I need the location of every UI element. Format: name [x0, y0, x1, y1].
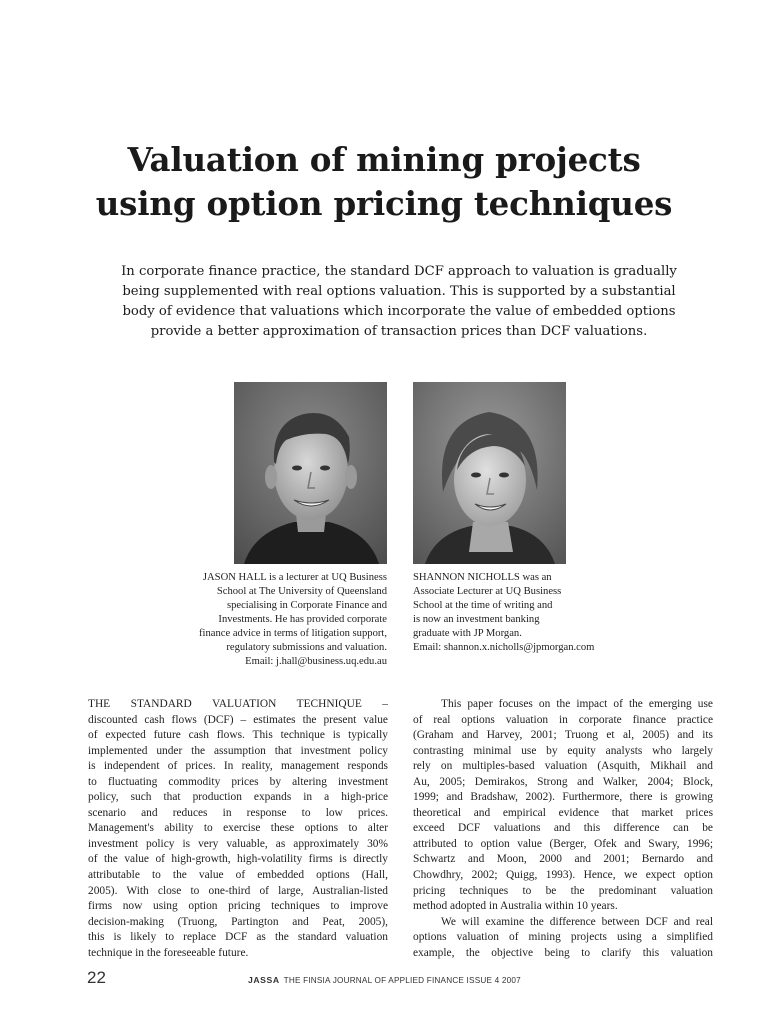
bio-line: School at The University of Queensland [216, 586, 387, 597]
body-line: of the value of high-growth, high-volatility firms is directly [88, 853, 388, 866]
body-line: Management's ability to exercise these options to alter [88, 822, 388, 835]
bio-line: specialising in Corporate Finance and [226, 600, 387, 611]
body-line: theoretical and empirical evidence that market prices [413, 806, 713, 819]
body-line: attributable to the value of embedded options (Hall, [88, 869, 388, 882]
body-line: rely on multiples-based valuation (Asquith, Mikhail and [413, 760, 713, 773]
bio-email[interactable]: Email: j.hall@business.uq.edu.au [245, 656, 387, 667]
body-line: example, the objective being to clarify this valuation [413, 946, 713, 959]
body-line: We will examine the difference between DCF and real [441, 915, 713, 928]
body-line: of expected future cash flows. This technique is typically [88, 729, 388, 742]
bio-line: Investments. He has provided corporate [218, 614, 387, 625]
author-bio-hall [150, 571, 387, 669]
bio-line: SHANNON NICHOLLS was an [413, 572, 552, 583]
journal-footer [248, 975, 521, 985]
article-title [40, 138, 728, 226]
body-line: policy, such that production expands in a high-price [88, 791, 388, 804]
body-line: options valuation of mining projects using a simplified [413, 931, 713, 944]
abstract-line: provide a better approximation of transaction prices than DCF valuations. [150, 324, 648, 339]
author-photo-nicholls [413, 382, 566, 564]
bio-line: JASON HALL is a lecturer at UQ Business [202, 572, 387, 583]
title-line: using option pricing techniques [95, 184, 673, 223]
author-portrait-male-icon [234, 382, 387, 564]
body-line: is independent of prices. In reality, management responds [88, 760, 388, 773]
body-column-left [88, 697, 388, 961]
journal-brand: JASSA [248, 975, 280, 985]
bio-line: School at the time of writing and [413, 600, 553, 611]
body-line: attributed to option value (Berger, Ofek and Swary, 1996; [413, 837, 713, 850]
body-line: this is likely to replace DCF as the standard valuation [88, 931, 388, 944]
body-line: implemented under the assumption that investment policy [88, 744, 388, 757]
author-photo-hall [234, 382, 387, 564]
body-line: scenario and reduces in response to low prices. [88, 806, 388, 819]
body-line: This paper focuses on the impact of the emerging use [441, 698, 713, 710]
body-line: Schwartz and Moon, 2000 and 2001; Bernardo and [413, 853, 713, 866]
bio-line: is now an investment banking [413, 614, 540, 625]
author-bio-nicholls [413, 571, 673, 655]
body-line: 1999; and Bradshaw, 2002). Furthermore, there is growing [413, 791, 713, 804]
body-line: to fluctuating commodity prices by altering investment [88, 775, 388, 788]
title-line: Valuation of mining projects [127, 140, 641, 179]
author-portrait-female-icon [413, 382, 566, 564]
abstract [84, 262, 714, 342]
body-line: pricing techniques to be the predominant valuation [413, 884, 713, 897]
page-number: 22 [87, 968, 106, 987]
body-line: (Graham and Harvey, 2001; Truong et al, 2005) and its [413, 729, 713, 742]
bio-line: regulatory submissions and valuation. [226, 642, 387, 653]
body-line: method adopted in Australia within 10 years. [413, 900, 618, 913]
body-line: contrasting minimal use by equity analysts who largely [413, 744, 713, 757]
body-line: investment policy is very valuable, as approximately 30% [88, 837, 388, 850]
body-line: discounted cash flows (DCF) – estimates the present value [88, 713, 388, 726]
body-line: technique in the foreseeable future. [88, 946, 249, 959]
body-line: of real options valuation in corporate finance practice [413, 713, 713, 726]
abstract-line: body of evidence that valuations which incorporate the value of embedded options [122, 304, 676, 319]
body-line: firms now using option pricing techniques to improve [88, 900, 388, 913]
journal-text: THE FINSIA JOURNAL OF APPLIED FINANCE ISSUE 4 2007 [283, 976, 521, 985]
abstract-line: being supplemented with real options valuation. This is supported by a substantial [122, 284, 676, 299]
body-line: exceed DCF valuations and this difference can be [413, 822, 713, 835]
body-line: decision-making (Truong, Partington and Peat, 2005), [88, 915, 388, 928]
body-line: Chowdhry, 2002; Quigg, 1993). Hence, we expect option [413, 869, 713, 882]
body-line: THE STANDARD VALUATION TECHNIQUE – [88, 698, 388, 710]
body-line: 2005). With close to one-third of large, Australian-listed [88, 884, 388, 897]
abstract-line: In corporate finance practice, the standard DCF approach to valuation is gradually [121, 264, 677, 279]
bio-line: finance advice in terms of litigation support, [199, 628, 387, 639]
body-column-right [413, 697, 713, 961]
bio-email[interactable]: Email: shannon.x.nicholls@jpmorgan.com [413, 642, 595, 653]
bio-line: graduate with JP Morgan. [413, 628, 522, 639]
body-line: Au, 2005; Demirakos, Strong and Walker, 2004; Block, [413, 775, 713, 788]
bio-line: Associate Lecturer at UQ Business [413, 586, 562, 597]
